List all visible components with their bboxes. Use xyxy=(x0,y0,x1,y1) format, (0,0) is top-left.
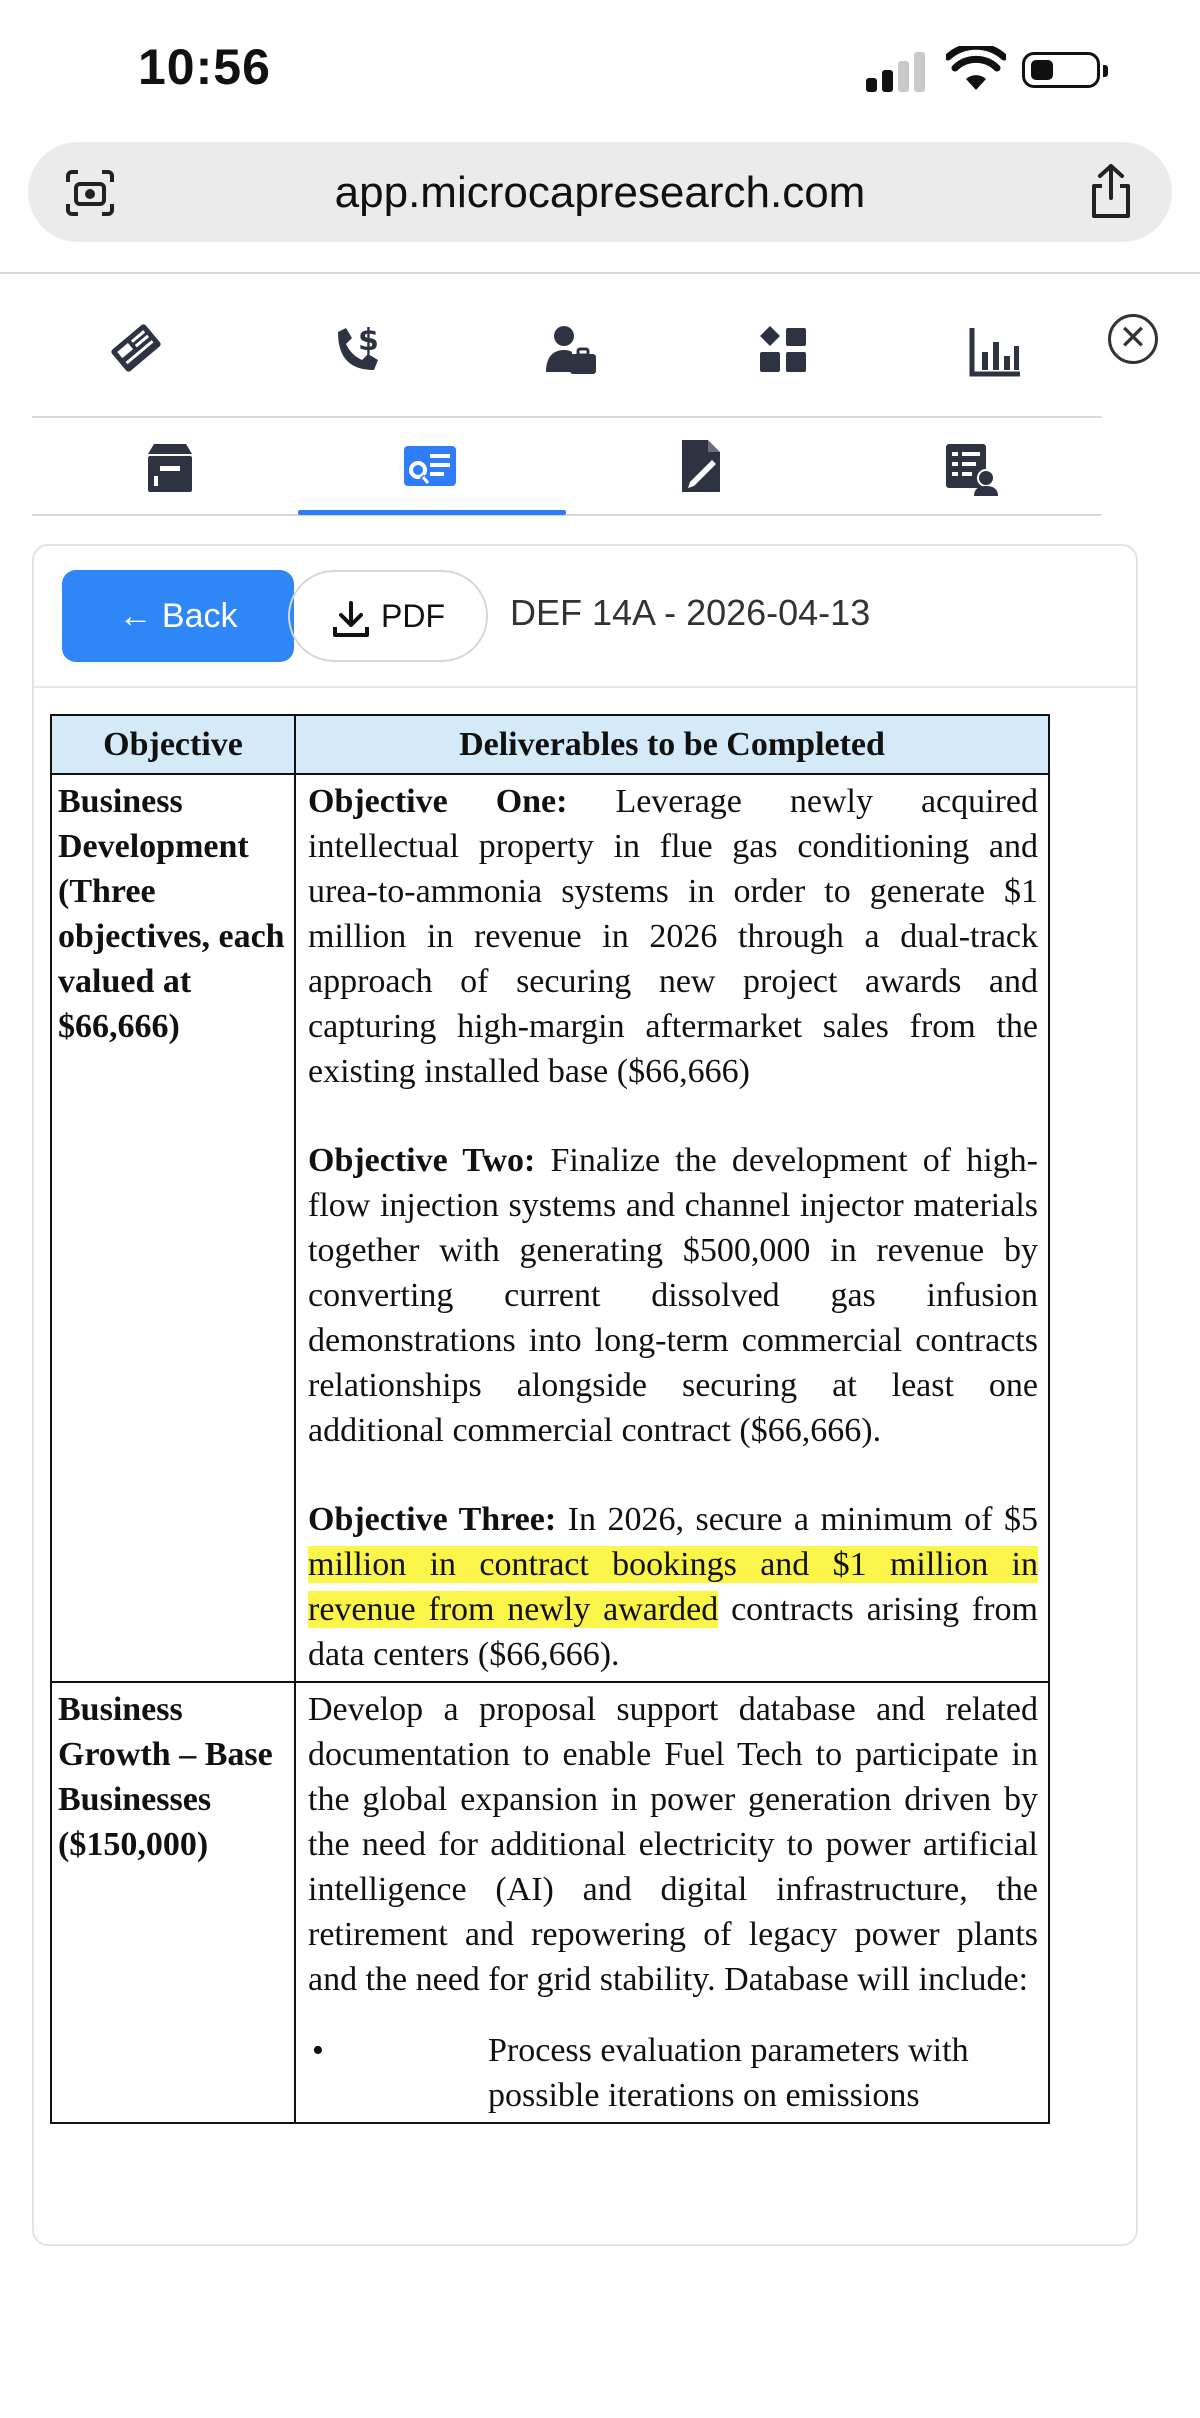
objective-cell: Business Growth – Base Businesses ($150,000) xyxy=(51,1682,295,2123)
document-card xyxy=(32,544,1138,2246)
wifi-icon xyxy=(946,46,1006,92)
table-row xyxy=(51,1682,1049,2123)
pdf-label: PDF xyxy=(381,598,445,634)
document-toolbar xyxy=(34,546,1136,688)
pdf-download-button[interactable] xyxy=(288,570,488,662)
document-content xyxy=(50,714,1094,2124)
deliverables-text: Develop a proposal support database and related documentation to enable Fuel Tech to participate in the global expansion in power generation driven by the need for additional electricity to power artificial intelligence (AI) and digital infrastructure, the retirement and repowering of legacy power plants and the need for grid stability. Database will include: xyxy=(308,1691,1038,1998)
objective-three-paragraph: Objective Three: In 2026, secure a minimum of $5 million in contract bookings and $1 million in revenue from newly awarded contracts arising from data centers ($66,666). xyxy=(308,1501,1039,1673)
bar-chart-icon[interactable] xyxy=(966,322,1026,382)
svg-text:$: $ xyxy=(358,323,379,358)
objective-two-paragraph: Objective Two: Finalize the development of high-flow injection systems and channel injector materials together with generating $500,000 in revenue by converting current dissolved gas infusion demonstrations into long-term commercial contracts relationships alongside securing at least one additional commercial contract ($66,666). xyxy=(308,1142,1038,1449)
newspaper-icon[interactable] xyxy=(106,318,166,378)
dashboard-icon[interactable] xyxy=(754,322,814,382)
objective-one-paragraph: Objective One: Leverage newly acquired intellectual property in flue gas conditioning and urea-to-ammonia systems in order to generate $1 million in revenue in 2026 through a dual-track approach of securing new project awards and capturing high-margin aftermarket sales from the existing installed base ($66,666) xyxy=(308,783,1038,1090)
user-notes-icon[interactable] xyxy=(940,438,1000,498)
objective-cell: Business Development (Three objectives, each valued at $66,666) xyxy=(51,774,295,1682)
research-panel xyxy=(0,272,1200,2382)
browser-bottom-bar xyxy=(0,2380,1200,2418)
battery-icon xyxy=(1022,52,1100,88)
list-item: • Process evaluation parameters with possible iterations on emissions xyxy=(308,2028,1038,2118)
divider xyxy=(32,416,1102,418)
text-highlight: million in contract bookings and $1 million in revenue from newly awarded xyxy=(308,1546,1038,1628)
search-document-icon[interactable] xyxy=(400,438,460,498)
phone-dollar-icon[interactable] xyxy=(328,318,388,378)
divider xyxy=(32,514,1102,516)
archive-icon[interactable] xyxy=(140,438,200,498)
column-header: Objective xyxy=(51,715,295,774)
close-icon[interactable]: ✕ xyxy=(1108,314,1158,364)
cellular-signal-icon xyxy=(866,50,930,92)
nav-icons-row-1 xyxy=(50,318,1100,388)
share-icon[interactable] xyxy=(1086,162,1136,222)
deliverables-cell xyxy=(295,774,1049,1682)
table-header-row xyxy=(51,715,1049,774)
document-title: DEF 14A - 2026-04-13 xyxy=(510,592,871,633)
download-icon xyxy=(331,599,371,639)
back-button[interactable]: ← Back xyxy=(62,570,294,662)
status-time: 10:56 xyxy=(138,39,271,95)
column-header: Deliverables to be Completed xyxy=(295,715,1049,774)
signature-document-icon[interactable] xyxy=(672,436,732,496)
nav-icons-row-2 xyxy=(50,434,1100,504)
objectives-table xyxy=(50,714,1050,2124)
active-tab-indicator xyxy=(298,510,566,515)
bullet-dot: • xyxy=(312,2032,324,2069)
deliverables-cell xyxy=(295,1682,1049,2123)
url-text[interactable]: app.microcapresearch.com xyxy=(334,168,866,217)
user-briefcase-icon[interactable] xyxy=(540,322,600,382)
table-row xyxy=(51,774,1049,1682)
address-bar[interactable] xyxy=(28,142,1172,242)
status-bar xyxy=(0,0,1200,140)
